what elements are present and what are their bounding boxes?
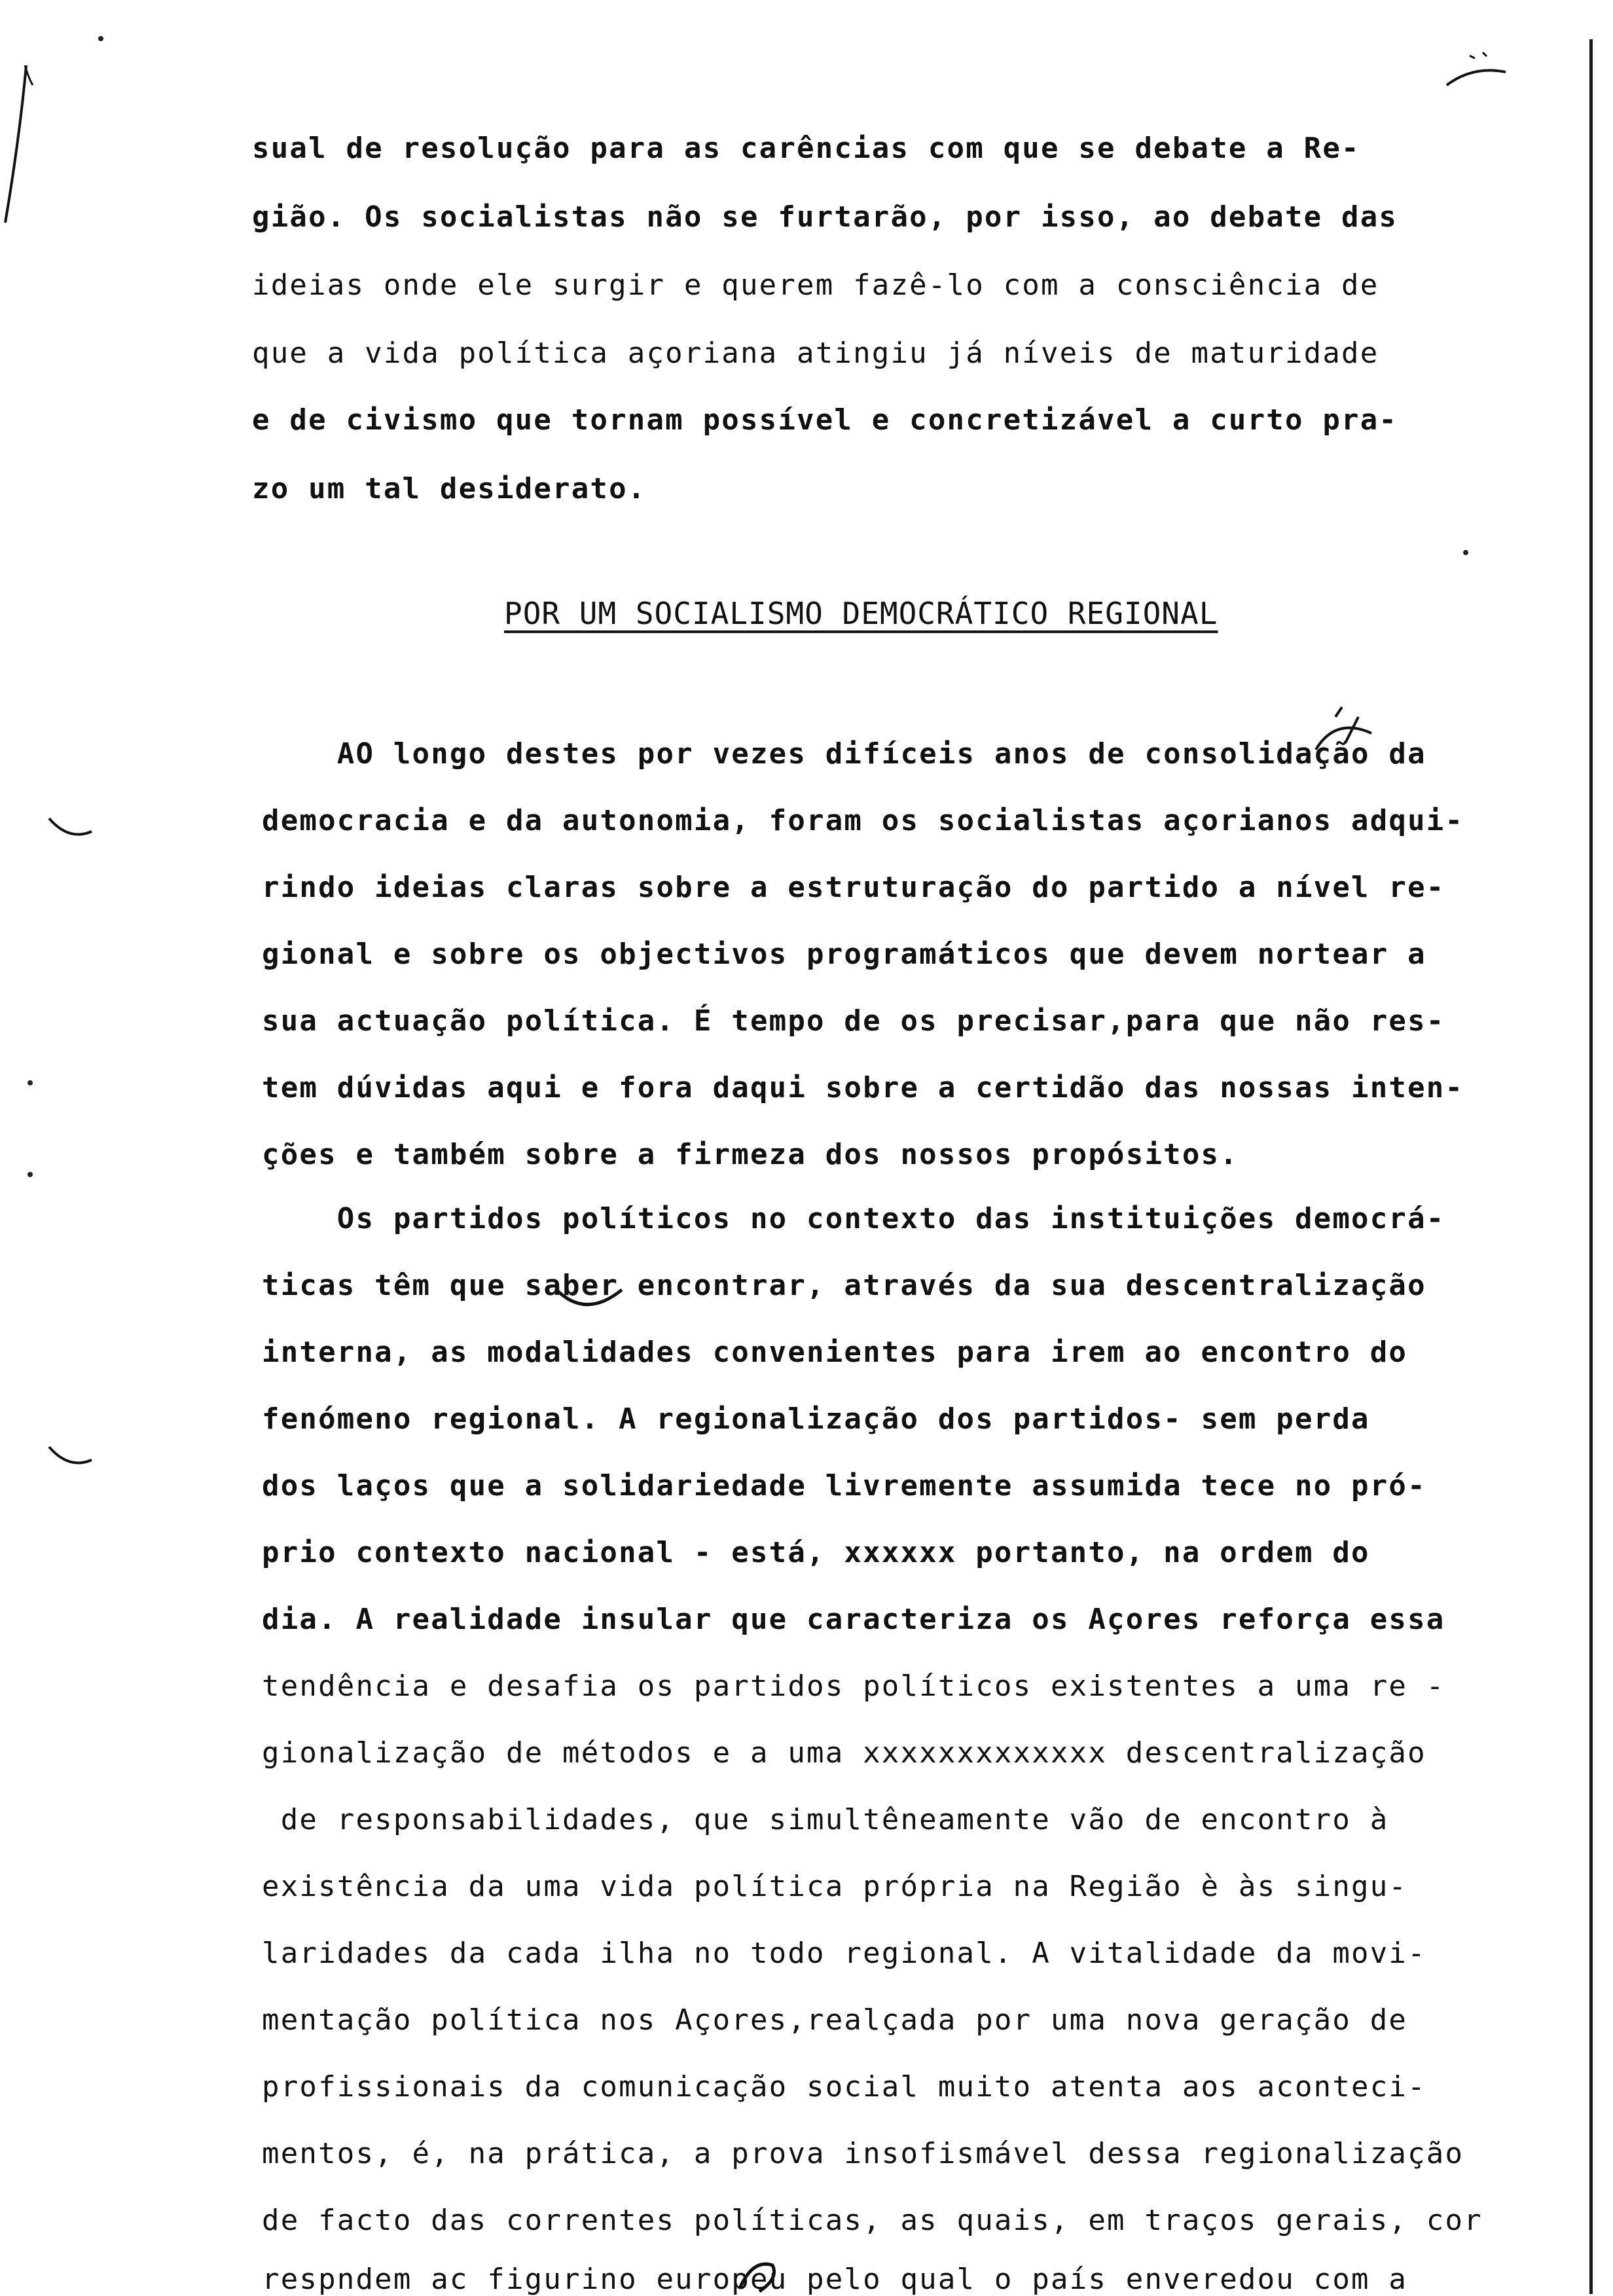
text-line: ideias onde ele surgir e querem fazê-lo com a consciência de — [252, 268, 1379, 302]
text-line: ções e também sobre a firmeza dos nossos propósitos. — [262, 1138, 1239, 1171]
handwritten-correction-icon — [550, 1283, 628, 1316]
text-line: respndem ac figurino europeu pelo qual o país enveredou com a — [262, 2263, 1408, 2296]
text-line: que a vida política açoriana atingiu já níveis de maturidade — [252, 337, 1379, 370]
text-line: fenómeno regional. A regionalização dos partidos- sem perda — [262, 1402, 1370, 1436]
scan-speck — [1463, 550, 1468, 555]
corner-pen-mark-icon — [1434, 39, 1512, 98]
text-line: AO longo destes por vezes difíceis anos de consolidação da — [262, 737, 1426, 771]
text-line: mentação política nos Açores,realçada por uma nova geração de — [262, 2003, 1408, 2037]
text-line: mentos, é, na prática, a prova insofismável dessa regionalização — [262, 2137, 1464, 2170]
text-line: de responsabilidades, que simultêneamente vão de encontro à — [262, 1803, 1389, 1836]
text-line: de facto das correntes políticas, as quais, em traços gerais, cor — [262, 2204, 1483, 2237]
text-line: gional e sobre os objectivos programáticos que devem nortear a — [262, 938, 1426, 971]
text-line: e de civismo que tornam possível e concretizável a curto pra- — [252, 403, 1398, 437]
text-line: tendência e desafia os partidos políticos existentes a uma re - — [262, 1669, 1445, 1703]
text-line: rindo ideias claras sobre a estruturação do partido a nível re- — [262, 871, 1445, 904]
text-line: laridades da cada ilha no todo regional. A vitalidade da movi- — [262, 1937, 1426, 1970]
scan-speck — [27, 1172, 33, 1177]
section-heading: POR UM SOCIALISMO DEMOCRÁTICO REGIONAL — [504, 596, 1218, 631]
handwritten-correction-icon — [733, 2252, 786, 2294]
margin-pen-stroke-icon — [0, 59, 39, 229]
margin-arc-mark-icon — [46, 1440, 98, 1480]
page-edge-rule — [1589, 39, 1593, 2294]
text-line: zo um tal desiderato. — [252, 472, 647, 505]
handwritten-correction-icon — [1309, 704, 1381, 763]
text-line: ticas têm que saber encontrar, através da sua descentralização — [262, 1269, 1426, 1302]
text-line: gionalização de métodos e a uma xxxxxxxxxxxxx descentralização — [262, 1736, 1426, 1770]
text-line: tem dúvidas aqui e fora daqui sobre a certidão das nossas inten- — [262, 1071, 1464, 1104]
text-line: dos laços que a solidariedade livremente assumida tece no pró- — [262, 1469, 1426, 1503]
text-line: Os partidos políticos no contexto das instituições democrá- — [262, 1202, 1445, 1235]
scan-speck — [98, 36, 103, 41]
text-line: interna, as modalidades convenientes para irem ao encontro do — [262, 1336, 1408, 1369]
text-line: democracia e da autonomia, foram os socialistas açorianos adqui- — [262, 804, 1464, 837]
scan-speck — [27, 1080, 33, 1085]
text-line: profissionais da comunicação social muito atenta aos aconteci- — [262, 2070, 1426, 2104]
text-line: existência da uma vida política própria na Região è às singu- — [262, 1870, 1408, 1903]
text-line: dia. A realidade insular que caracteriza os Açores reforça essa — [262, 1603, 1445, 1636]
margin-arc-mark-icon — [46, 812, 98, 851]
text-line: prio contexto nacional - está, xxxxxx portanto, na ordem do — [262, 1536, 1370, 1569]
text-line: sua actuação política. É tempo de os precisar,para que não res- — [262, 1004, 1445, 1038]
text-line: sual de resolução para as carências com que se debate a Re- — [252, 132, 1360, 165]
text-line: gião. Os socialistas não se furtarão, por isso, ao debate das — [252, 200, 1398, 234]
